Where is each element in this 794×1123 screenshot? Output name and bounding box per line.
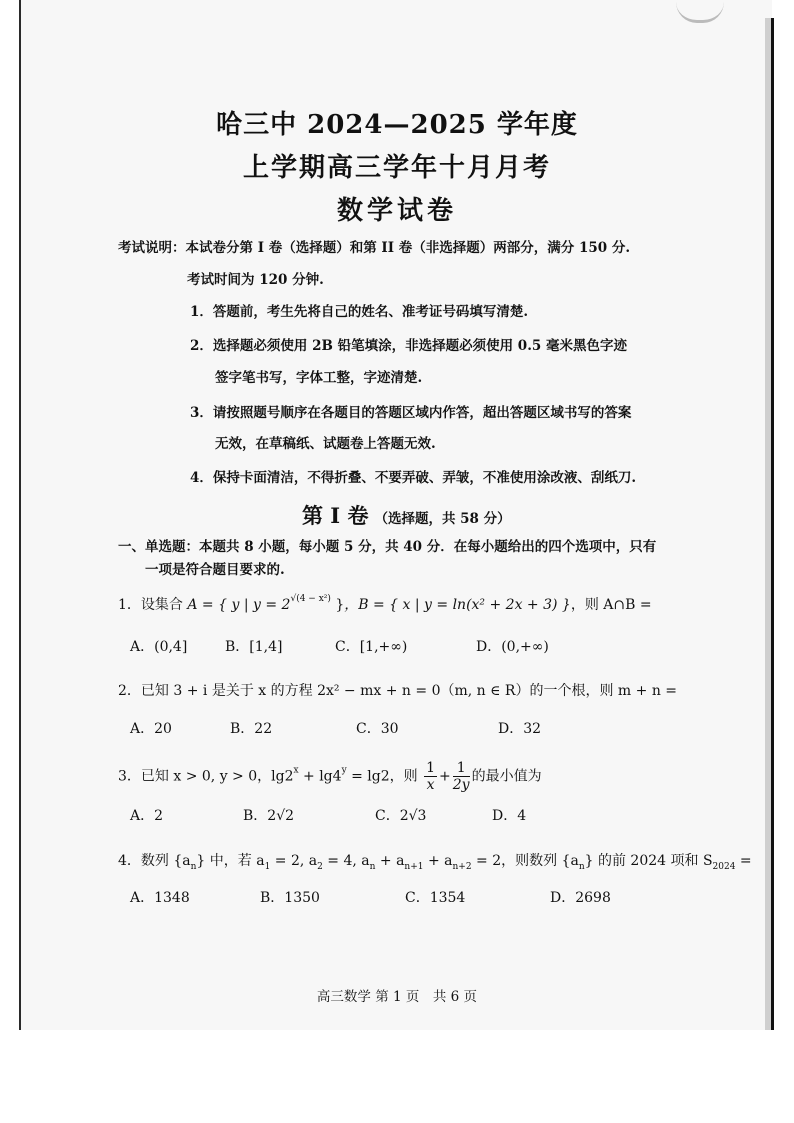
q1-option-c: C．[1,+∞) bbox=[335, 639, 408, 655]
q1-set-a-exponent: √(4 − x²) bbox=[290, 594, 331, 604]
part1-subtitle: （选择题，共 58 分） bbox=[374, 511, 511, 527]
q4-sub-1: 1 bbox=[264, 862, 271, 872]
q4-mid2: = 2, a bbox=[270, 853, 318, 869]
instruction-item-3-cont: 无效，在草稿纸、试题卷上答题无效. bbox=[215, 436, 436, 452]
question-4 bbox=[118, 850, 752, 872]
q3-plus: + bbox=[439, 768, 451, 785]
q4-mid4: + a bbox=[375, 853, 405, 869]
q1-option-d: D．(0,+∞) bbox=[476, 639, 549, 655]
q4-sub-2: 2 bbox=[317, 862, 323, 872]
q4-mid6: = 2，则数列 {a bbox=[471, 853, 579, 869]
q4-mid1: } 中，若 a bbox=[196, 853, 265, 869]
q4-option-c: C．1354 bbox=[405, 890, 466, 906]
q3-option-b: B．2√2 bbox=[243, 808, 295, 824]
q3-suffix: 的最小值为 bbox=[471, 768, 542, 785]
q4-prefix: 4．数列 {a bbox=[118, 853, 191, 869]
q4-sub-2024: 2024 bbox=[712, 862, 736, 872]
q3-frac2-num: 1 bbox=[453, 760, 470, 777]
instructions-heading: 考试说明：本试卷分第 I 卷（选择题）和第 II 卷（非选择题）两部分，满分 150 分. bbox=[118, 240, 631, 256]
instruction-item-1: 1．答题前，考生先将自己的姓名、准考证号码填写清楚. bbox=[190, 304, 529, 320]
section1-instructions-cont: 一项是符合题目要求的. bbox=[145, 562, 285, 578]
instruction-item-2: 2．选择题必须使用 2B 铅笔填涂，非选择题必须使用 0.5 毫米黑色字迹 bbox=[190, 338, 627, 354]
q3-mid: + lg4 bbox=[298, 768, 342, 785]
q4-suffix: = bbox=[735, 853, 752, 869]
q3-exp-y: y bbox=[341, 765, 347, 776]
exam-title-term: 上学期高三学年十月月考 bbox=[242, 153, 551, 183]
q2-option-a: A．20 bbox=[130, 721, 172, 737]
q4-option-b: B．1350 bbox=[260, 890, 320, 906]
q1-option-a: A．(0,4] bbox=[130, 639, 188, 655]
q1-set-b: ，B = { x | y = ln(x² + 2x + 3) } bbox=[344, 597, 571, 613]
q3-option-d: D．4 bbox=[492, 808, 527, 824]
section1-instructions: 一、单选题：本题共 8 小题，每小题 5 分，共 40 分．在每小题给出的四个选项中，只有 bbox=[118, 539, 657, 555]
q3-prefix: 3．已知 x > 0, y > 0，lg2 bbox=[118, 768, 294, 785]
q4-sub-n: n bbox=[190, 862, 197, 872]
q3-exp-x: x bbox=[293, 765, 299, 776]
q4-option-a: A．1348 bbox=[130, 890, 190, 906]
q4-sub-n-plus-2: n+2 bbox=[452, 862, 472, 872]
question-3 bbox=[118, 760, 542, 793]
instructions-time: 考试时间为 120 分钟. bbox=[187, 272, 324, 288]
q3-option-c: C．2√3 bbox=[375, 808, 427, 824]
q4-sub-n-plus-1: n+1 bbox=[404, 862, 424, 872]
exam-title-subject: 数学试卷 bbox=[336, 196, 457, 226]
q2-option-c: C．30 bbox=[356, 721, 399, 737]
q4-sub-n-a: n bbox=[369, 862, 376, 872]
page-footer: 高三数学 第 1 页 共 6 页 bbox=[316, 989, 478, 1005]
q1-set-a: A = { y | y = 2 bbox=[187, 597, 291, 613]
q4-option-d: D．2698 bbox=[550, 890, 611, 906]
q3-frac1-den: x bbox=[426, 777, 435, 793]
question-2: 2．已知 3 + i 是关于 x 的方程 2x² − mx + n = 0（m, n ∈ R）的一个根，则 m + n = bbox=[118, 683, 678, 699]
instruction-item-3: 3．请按照题号顺序在各题目的答题区域内作答，超出答题区域书写的答案 bbox=[190, 405, 632, 421]
instruction-item-4: 4．保持卡面清洁，不得折叠、不要弄破、弄皱，不准使用涂改液、刮纸刀. bbox=[190, 470, 637, 486]
q2-option-d: D．32 bbox=[498, 721, 542, 737]
q3-frac1-num: 1 bbox=[426, 760, 436, 776]
q1-prefix: 1．设集合 bbox=[118, 597, 183, 613]
q3-mid2: = lg2，则 bbox=[346, 768, 418, 785]
instruction-item-2-cont: 签字笔书写，字体工整，字迹清楚. bbox=[215, 370, 423, 386]
q1-suffix: ，则 A∩B = bbox=[570, 597, 652, 613]
q1-option-b: B．[1,4] bbox=[225, 639, 283, 655]
part1-title: 第 I 卷 bbox=[302, 503, 369, 528]
q4-mid5: + a bbox=[423, 853, 453, 869]
q1-set-a-close: } bbox=[330, 597, 345, 613]
exam-title-school-year: 哈三中 2024—2025 学年度 bbox=[216, 110, 578, 140]
q3-fraction-2 bbox=[453, 760, 470, 793]
q3-fraction-1 bbox=[424, 760, 437, 793]
part1-heading bbox=[302, 500, 511, 530]
question-1 bbox=[118, 594, 652, 614]
q3-frac2-den: 2y bbox=[452, 777, 470, 793]
q4-mid3: = 4, a bbox=[322, 853, 370, 869]
q4-sub-n-b: n bbox=[578, 862, 585, 872]
q3-option-a: A．2 bbox=[130, 808, 164, 824]
q2-option-b: B．22 bbox=[230, 721, 273, 737]
q4-mid7: } 的前 2024 项和 S bbox=[584, 853, 713, 869]
